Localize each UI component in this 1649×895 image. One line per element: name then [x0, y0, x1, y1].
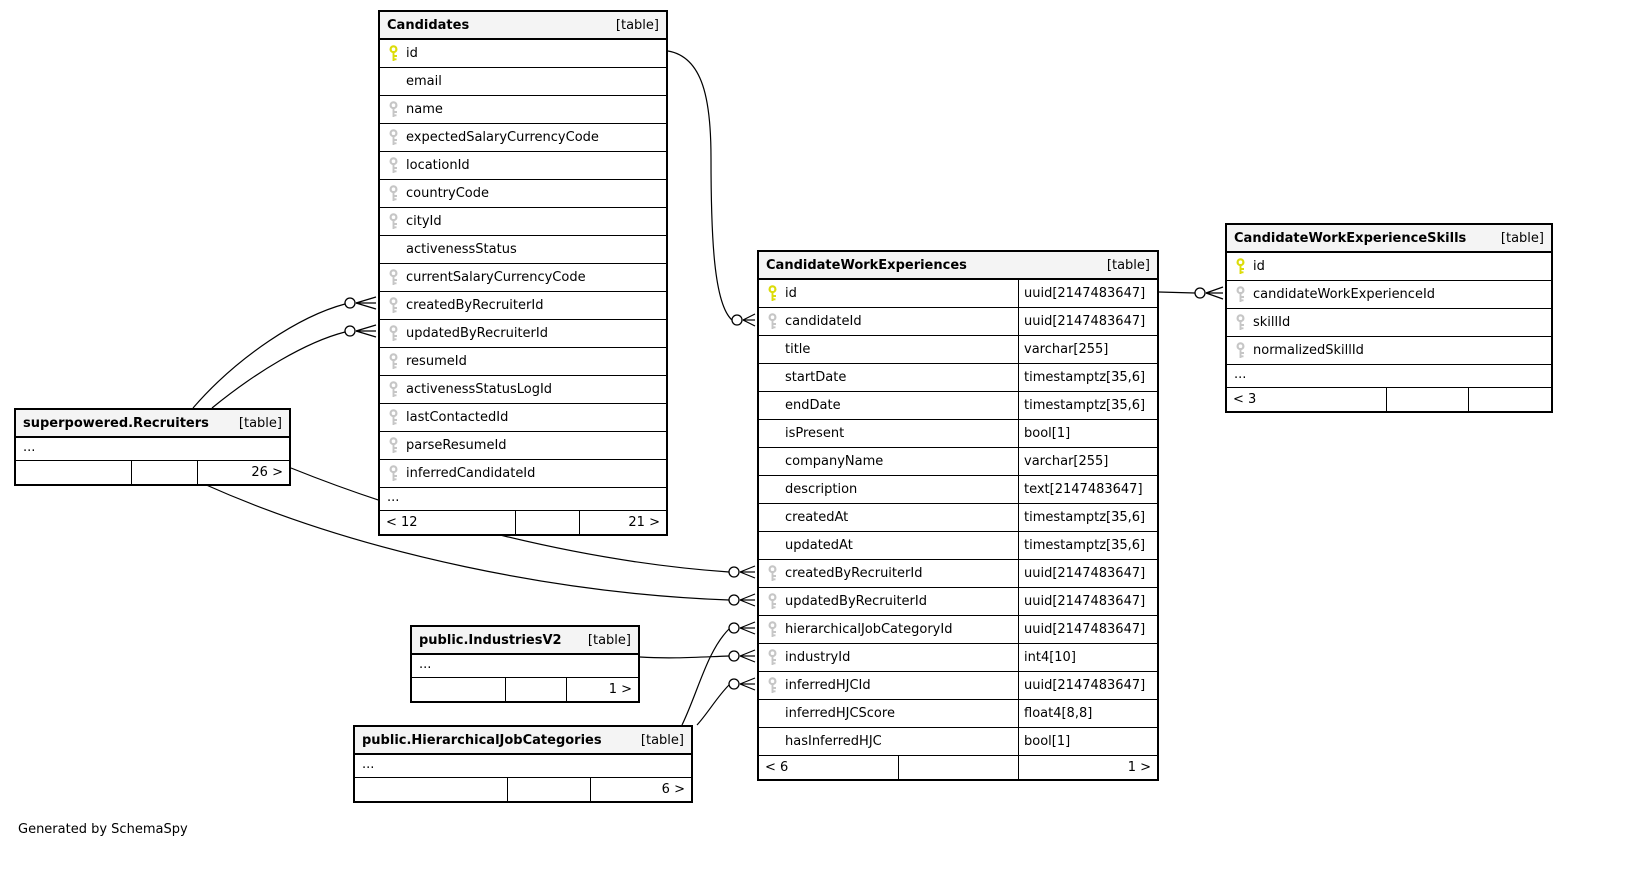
- table-header-candidates[interactable]: [380, 12, 666, 40]
- column-type: timestamptz[35,6]: [1018, 532, 1157, 559]
- column-name: endDate: [785, 398, 841, 413]
- table-candidates: [378, 10, 668, 536]
- table-type-badge: [table]: [587, 632, 631, 648]
- column-name: resumeId: [406, 354, 467, 369]
- column-type: uuid[2147483647]: [1018, 560, 1157, 587]
- foreign-key-icon: [388, 269, 399, 286]
- foreign-key-icon: [767, 621, 778, 638]
- column-type: bool[1]: [1018, 420, 1157, 447]
- empty-key-cell: [380, 236, 406, 263]
- table-recruiters: [14, 408, 291, 486]
- column-name: expectedSalaryCurrencyCode: [406, 130, 599, 145]
- empty-key-cell: [759, 336, 785, 363]
- column-row-cityId: [380, 208, 666, 236]
- column-type: float4[8,8]: [1018, 700, 1157, 727]
- table-type-badge: [table]: [640, 732, 684, 748]
- column-row-resumeId: [380, 348, 666, 376]
- crowfoot-arrow-icon: [740, 650, 755, 656]
- relationship public.HierarchicalJobCategories -> CandidateWorkExperiences.inferredHJCId: [697, 678, 755, 725]
- foreign-key-icon: [388, 129, 399, 146]
- column-row-inferredCandidateId: [380, 460, 666, 488]
- relationship superpowered.Recruiters -> Candidates.createdByRecruiterId: [193, 297, 376, 408]
- column-row-inferredHJCId: [759, 672, 1157, 700]
- column-row-email: [380, 68, 666, 96]
- table-name: public.IndustriesV2: [419, 632, 562, 648]
- primary-key-cell: [1227, 253, 1253, 280]
- foreign-key-cell: [759, 560, 785, 587]
- relationship public.HierarchicalJobCategories -> CandidateWorkExperiences.hierarchicalJobCategoryId: [682, 622, 755, 725]
- column-name: hierarchicalJobCategoryId: [785, 622, 953, 637]
- table-header-industries-v2[interactable]: [412, 627, 638, 655]
- column-row-normalizedSkillId: [1227, 337, 1551, 365]
- column-row-candidateId: [759, 308, 1157, 336]
- footer-spacer: [508, 778, 591, 801]
- foreign-key-icon: [388, 353, 399, 370]
- foreign-key-icon: [767, 677, 778, 694]
- column-type: int4[10]: [1018, 644, 1157, 671]
- footer-parent-count: [16, 461, 132, 484]
- table-footer: [16, 461, 289, 484]
- crowfoot-arrow-icon: [356, 303, 376, 309]
- foreign-key-cell: [759, 644, 785, 671]
- foreign-key-cell: [380, 348, 406, 375]
- cardinality-circle-icon: [729, 623, 739, 633]
- column-type: uuid[2147483647]: [1018, 308, 1157, 335]
- column-name: locationId: [406, 158, 470, 173]
- table-name: superpowered.Recruiters: [23, 415, 209, 431]
- foreign-key-icon: [388, 409, 399, 426]
- column-row-candidateWorkExperienceId: [1227, 281, 1551, 309]
- column-row-activenessStatus: [380, 236, 666, 264]
- crowfoot-arrow-icon: [740, 678, 755, 684]
- table-header-candidate-work-experiences[interactable]: [759, 252, 1157, 280]
- column-name: createdAt: [785, 510, 849, 525]
- foreign-key-cell: [380, 208, 406, 235]
- footer-spacer: [899, 756, 1020, 779]
- table-footer: [380, 511, 666, 534]
- column-type: timestamptz[35,6]: [1018, 364, 1157, 391]
- cardinality-circle-icon: [345, 326, 355, 336]
- foreign-key-icon: [388, 297, 399, 314]
- crowfoot-arrow-icon: [743, 314, 755, 320]
- foreign-key-icon: [388, 101, 399, 118]
- foreign-key-cell: [380, 292, 406, 319]
- column-name: parseResumeId: [406, 438, 507, 453]
- foreign-key-cell: [380, 404, 406, 431]
- table-candidate-work-experiences: [757, 250, 1159, 781]
- column-row-description: [759, 476, 1157, 504]
- relationship Candidates.id -> CandidateWorkExperiences.candidateId: [668, 51, 755, 326]
- table-footer: [355, 778, 691, 801]
- foreign-key-cell: [380, 152, 406, 179]
- column-row-expectedSalaryCurrencyCode: [380, 124, 666, 152]
- foreign-key-icon: [388, 157, 399, 174]
- empty-key-cell: [759, 420, 785, 447]
- footer-parent-count: < 12: [380, 511, 516, 534]
- column-name: skillId: [1253, 315, 1291, 330]
- foreign-key-icon: [388, 437, 399, 454]
- column-name: title: [785, 342, 811, 357]
- empty-key-cell: [759, 476, 785, 503]
- footer-parent-count: < 3: [1227, 388, 1387, 411]
- column-row-countryCode: [380, 180, 666, 208]
- footer-parent-count: [412, 678, 506, 701]
- column-name: activenessStatus: [406, 242, 517, 257]
- column-type: varchar[255]: [1018, 336, 1157, 363]
- cardinality-circle-icon: [729, 679, 739, 689]
- column-row-parseResumeId: [380, 432, 666, 460]
- column-type: uuid[2147483647]: [1018, 588, 1157, 615]
- foreign-key-cell: [380, 376, 406, 403]
- foreign-key-cell: [1227, 281, 1253, 308]
- crowfoot-arrow-icon: [740, 600, 755, 606]
- column-type: bool[1]: [1018, 728, 1157, 755]
- column-name: startDate: [785, 370, 847, 385]
- table-footer: [1227, 388, 1551, 411]
- column-row-updatedByRecruiterId: [759, 588, 1157, 616]
- column-name: email: [406, 74, 442, 89]
- more-columns-ellipsis: ...: [355, 755, 691, 778]
- foreign-key-icon: [767, 313, 778, 330]
- column-row-endDate: [759, 392, 1157, 420]
- column-row-updatedAt: [759, 532, 1157, 560]
- column-row-currentSalaryCurrencyCode: [380, 264, 666, 292]
- column-name: companyName: [785, 454, 884, 469]
- column-row-inferredHJCScore: [759, 700, 1157, 728]
- crowfoot-arrow-icon: [356, 325, 376, 331]
- column-type: uuid[2147483647]: [1018, 616, 1157, 643]
- empty-key-cell: [759, 392, 785, 419]
- foreign-key-cell: [759, 672, 785, 699]
- table-type-badge: [table]: [615, 17, 659, 33]
- table-name: public.HierarchicalJobCategories: [362, 732, 602, 748]
- column-name: isPresent: [785, 426, 845, 441]
- column-row-id: [380, 40, 666, 68]
- foreign-key-cell: [1227, 309, 1253, 336]
- column-row-createdAt: [759, 504, 1157, 532]
- crowfoot-arrow-icon: [740, 566, 755, 572]
- column-name: hasInferredHJC: [785, 734, 882, 749]
- column-type: uuid[2147483647]: [1018, 280, 1157, 307]
- foreign-key-cell: [380, 460, 406, 487]
- crowfoot-arrow-icon: [1206, 293, 1223, 299]
- column-name: id: [406, 46, 418, 61]
- relationship superpowered.Recruiters -> Candidates.updatedByRecruiterId: [212, 325, 376, 408]
- cardinality-circle-icon: [1195, 288, 1205, 298]
- table-type-badge: [table]: [238, 415, 282, 431]
- foreign-key-cell: [380, 432, 406, 459]
- table-header-candidate-work-experience-skills[interactable]: [1227, 225, 1551, 253]
- foreign-key-icon: [767, 649, 778, 666]
- column-name: updatedAt: [785, 538, 853, 553]
- column-name: countryCode: [406, 186, 489, 201]
- column-row-companyName: [759, 448, 1157, 476]
- footer-child-count: [1469, 388, 1551, 411]
- column-name: inferredHJCScore: [785, 706, 895, 721]
- column-name: candidateWorkExperienceId: [1253, 287, 1436, 302]
- cardinality-circle-icon: [729, 567, 739, 577]
- table-header-hierarchical-job-categories[interactable]: [355, 727, 691, 755]
- footer-spacer: [516, 511, 580, 534]
- foreign-key-icon: [767, 565, 778, 582]
- crowfoot-arrow-icon: [743, 320, 755, 326]
- column-name: industryId: [785, 650, 851, 665]
- column-type: timestamptz[35,6]: [1018, 504, 1157, 531]
- foreign-key-icon: [767, 593, 778, 610]
- column-type: timestamptz[35,6]: [1018, 392, 1157, 419]
- foreign-key-icon: [1235, 286, 1246, 303]
- table-header-recruiters[interactable]: [16, 410, 289, 438]
- column-name: lastContactedId: [406, 410, 509, 425]
- column-name: updatedByRecruiterId: [406, 326, 548, 341]
- column-row-hasInferredHJC: [759, 728, 1157, 756]
- footer-child-count: 6 >: [661, 782, 685, 797]
- table-hierarchical-job-categories: [353, 725, 693, 803]
- footer-parent-count: < 6: [759, 756, 899, 779]
- column-row-startDate: [759, 364, 1157, 392]
- column-row-createdByRecruiterId: [380, 292, 666, 320]
- table-type-badge: [table]: [1106, 257, 1150, 273]
- column-name: createdByRecruiterId: [785, 566, 923, 581]
- more-columns-ellipsis: ...: [16, 438, 289, 461]
- table-industries-v2: [410, 625, 640, 703]
- foreign-key-icon: [388, 325, 399, 342]
- footer-spacer: [132, 461, 198, 484]
- column-name: currentSalaryCurrencyCode: [406, 270, 586, 285]
- primary-key-icon: [767, 285, 778, 302]
- crowfoot-arrow-icon: [1206, 287, 1223, 293]
- table-footer: [412, 678, 638, 701]
- foreign-key-cell: [759, 308, 785, 335]
- primary-key-cell: [380, 40, 406, 67]
- foreign-key-icon: [1235, 314, 1246, 331]
- crowfoot-arrow-icon: [740, 622, 755, 628]
- table-footer: [759, 756, 1157, 779]
- empty-key-cell: [759, 532, 785, 559]
- column-row-lastContactedId: [380, 404, 666, 432]
- column-row-title: [759, 336, 1157, 364]
- relationship CandidateWorkExperiences.id -> CandidateWorkExperienceSkills.candidateWorkExperienceId: [1159, 287, 1223, 299]
- foreign-key-cell: [759, 588, 785, 615]
- column-name: inferredCandidateId: [406, 466, 536, 481]
- column-name: updatedByRecruiterId: [785, 594, 927, 609]
- column-type: uuid[2147483647]: [1018, 672, 1157, 699]
- cardinality-circle-icon: [729, 595, 739, 605]
- footer-spacer: [506, 678, 567, 701]
- footer-spacer: [1387, 388, 1469, 411]
- column-name: activenessStatusLogId: [406, 382, 553, 397]
- table-type-badge: [table]: [1500, 230, 1544, 246]
- table-name: CandidateWorkExperiences: [766, 257, 967, 273]
- foreign-key-cell: [759, 616, 785, 643]
- column-row-updatedByRecruiterId: [380, 320, 666, 348]
- column-name: candidateId: [785, 314, 862, 329]
- crowfoot-arrow-icon: [356, 297, 376, 303]
- foreign-key-icon: [1235, 342, 1246, 359]
- foreign-key-cell: [380, 124, 406, 151]
- table-name: Candidates: [387, 17, 470, 33]
- relationship public.IndustriesV2 -> CandidateWorkExperiences.industryId: [640, 650, 755, 662]
- footer-child-count: 21 >: [628, 515, 660, 530]
- column-row-id: [1227, 253, 1551, 281]
- foreign-key-icon: [388, 381, 399, 398]
- column-name: createdByRecruiterId: [406, 298, 544, 313]
- crowfoot-arrow-icon: [740, 656, 755, 662]
- column-name: description: [785, 482, 858, 497]
- foreign-key-cell: [380, 320, 406, 347]
- column-name: id: [785, 286, 797, 301]
- empty-key-cell: [759, 504, 785, 531]
- table-name: CandidateWorkExperienceSkills: [1234, 230, 1467, 246]
- column-row-locationId: [380, 152, 666, 180]
- cardinality-circle-icon: [729, 651, 739, 661]
- foreign-key-icon: [388, 213, 399, 230]
- crowfoot-arrow-icon: [740, 572, 755, 578]
- column-type: text[2147483647]: [1018, 476, 1157, 503]
- column-row-id: [759, 280, 1157, 308]
- column-name: cityId: [406, 214, 442, 229]
- foreign-key-cell: [1227, 337, 1253, 364]
- primary-key-icon: [388, 45, 399, 62]
- footer-child-count: 26 >: [251, 465, 283, 480]
- column-row-industryId: [759, 644, 1157, 672]
- foreign-key-cell: [380, 264, 406, 291]
- more-columns-ellipsis: ...: [1227, 365, 1551, 388]
- empty-key-cell: [759, 728, 785, 755]
- more-columns-ellipsis: ...: [380, 488, 666, 511]
- foreign-key-icon: [388, 465, 399, 482]
- generated-by-label: Generated by SchemaSpy: [18, 822, 188, 837]
- column-row-createdByRecruiterId: [759, 560, 1157, 588]
- crowfoot-arrow-icon: [356, 331, 376, 337]
- foreign-key-cell: [380, 96, 406, 123]
- empty-key-cell: [759, 448, 785, 475]
- footer-parent-count: [355, 778, 508, 801]
- crowfoot-arrow-icon: [740, 594, 755, 600]
- crowfoot-arrow-icon: [740, 628, 755, 634]
- more-columns-ellipsis: ...: [412, 655, 638, 678]
- foreign-key-icon: [388, 185, 399, 202]
- column-row-activenessStatusLogId: [380, 376, 666, 404]
- column-name: inferredHJCId: [785, 678, 871, 693]
- primary-key-icon: [1235, 258, 1246, 275]
- empty-key-cell: [380, 68, 406, 95]
- footer-child-count: 1 >: [608, 682, 632, 697]
- column-name: normalizedSkillId: [1253, 343, 1364, 358]
- empty-key-cell: [759, 700, 785, 727]
- footer-child-count: 1 >: [1127, 760, 1151, 775]
- column-row-hierarchicalJobCategoryId: [759, 616, 1157, 644]
- column-row-isPresent: [759, 420, 1157, 448]
- column-type: varchar[255]: [1018, 448, 1157, 475]
- cardinality-circle-icon: [732, 315, 742, 325]
- column-name: id: [1253, 259, 1265, 274]
- cardinality-circle-icon: [345, 298, 355, 308]
- column-row-skillId: [1227, 309, 1551, 337]
- empty-key-cell: [759, 364, 785, 391]
- column-row-name: [380, 96, 666, 124]
- table-candidate-work-experience-skills: [1225, 223, 1553, 413]
- crowfoot-arrow-icon: [740, 684, 755, 690]
- primary-key-cell: [759, 280, 785, 307]
- foreign-key-cell: [380, 180, 406, 207]
- column-name: name: [406, 102, 443, 117]
